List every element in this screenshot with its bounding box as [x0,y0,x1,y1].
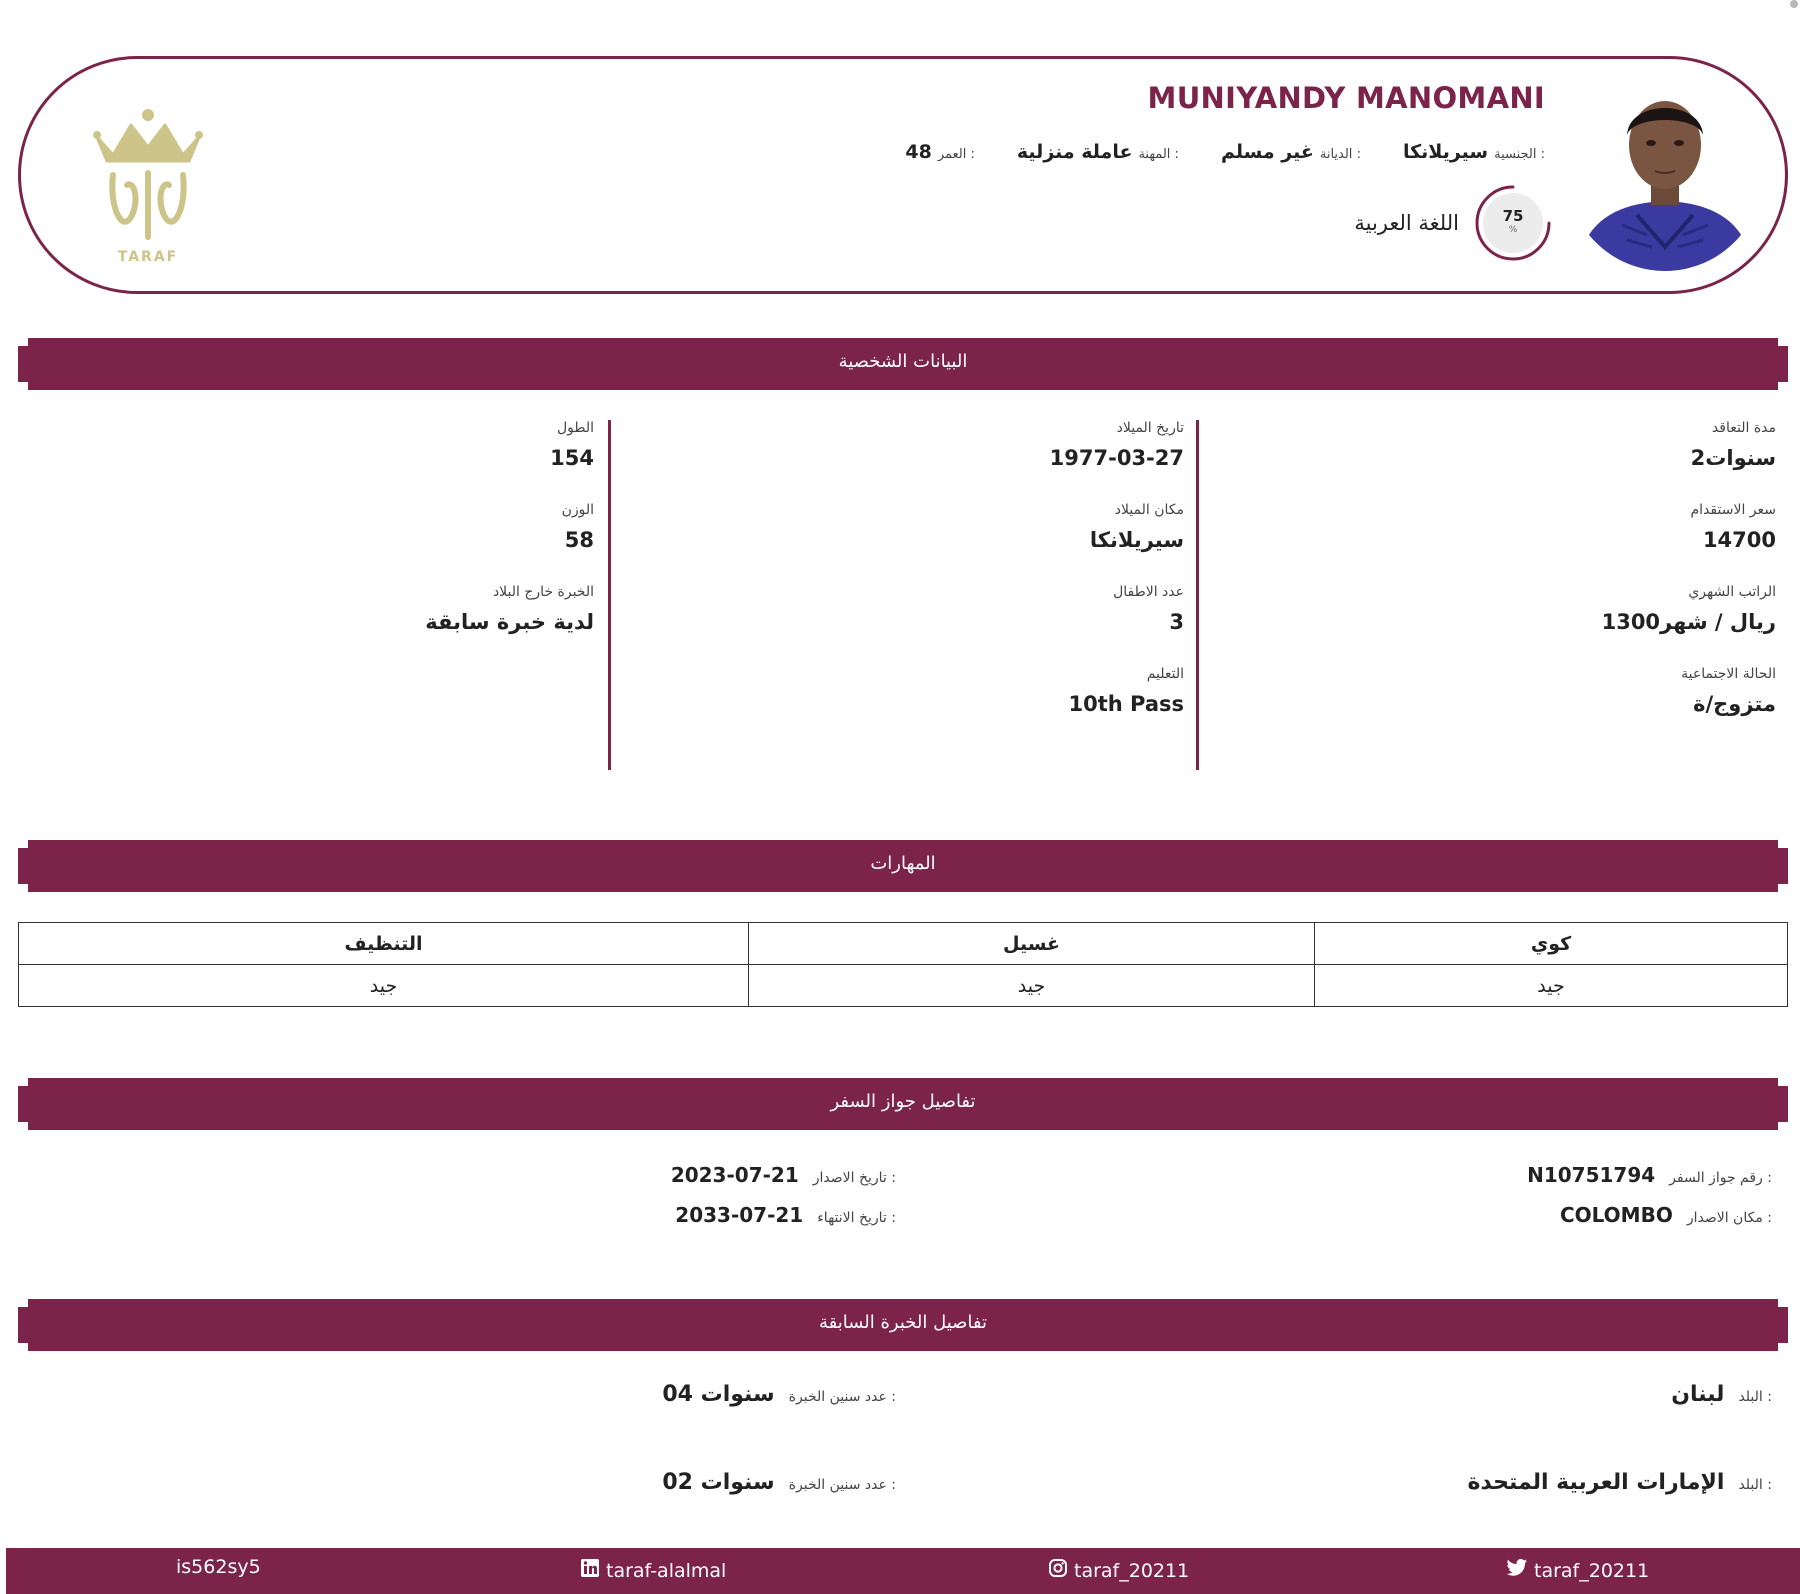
section-bar-passport [18,1078,1788,1130]
years-label: عدد سنين الخبرة : [788,1477,896,1493]
age-label: العمر : [937,147,975,162]
issue-date-value: 2023-07-21 [670,1163,799,1187]
arabic-language-label: اللغة العربية [1354,211,1459,235]
field-label: الراتب الشهري [1688,584,1776,600]
nationality-label: الجنسية : [1494,147,1545,162]
skills-table [18,922,1788,1007]
experience-years-2 [662,1470,896,1495]
years-label: عدد سنين الخبرة : [788,1389,896,1405]
footer-code [176,1556,261,1578]
country-value: لبنان [1671,1382,1725,1407]
footer-code-text: is562sy5 [176,1556,261,1578]
religion-item [1221,141,1361,163]
skill-level-washing: جيد [749,965,1315,1007]
field-value: 1300ريال / شهر [1601,610,1776,634]
contract-duration-field [1202,420,1776,480]
expiry-date-label: تاريخ الانتهاء : [817,1210,896,1226]
religion-value: غير مسلم [1220,141,1314,163]
profession-value: عاملة منزلية [1016,141,1133,163]
profile-info-row [863,141,1545,163]
field-label: مكان الميلاد [1114,502,1184,518]
skill-cleaning: التنظيف [19,923,749,965]
linkedin-handle: taraf-alalmal [606,1559,727,1582]
skill-level-cleaning: جيد [19,965,749,1007]
issue-place-label: مكان الاصدار : [1686,1210,1772,1226]
field-value: متزوج/ة [1693,692,1776,716]
field-value: 10th Pass [1068,692,1184,716]
twitter-handle: taraf_20211 [1534,1559,1650,1582]
section-bar-personal [18,338,1788,390]
section-title-passport: تفاصيل جواز السفر [830,1091,976,1112]
experience-country-2 [1467,1470,1772,1495]
country-value: الإمارات العربية المتحدة [1467,1470,1725,1495]
skills-level-row [19,965,1788,1007]
profile-header-card [18,56,1788,294]
field-label: تاريخ الميلاد [1116,420,1184,436]
column-divider [608,420,611,770]
age-value: 48 [905,141,932,163]
passport-number-value: N10751794 [1527,1163,1656,1187]
section-bar-experience [18,1299,1788,1351]
field-label: التعليم [1146,666,1184,682]
section-title-experience: تفاصيل الخبرة السابقة [818,1312,988,1333]
field-label: مدة التعاقد [1711,420,1776,436]
field-label: عدد الاطفال [1113,584,1184,600]
experience-country-1 [1671,1382,1772,1407]
section-title-skills: المهارات [870,853,936,874]
field-label: الحالة الاجتماعية [1681,666,1776,682]
country-label: البلد : [1738,1389,1772,1405]
education-field [618,666,1184,726]
nationality-value: سيريلانكا [1402,141,1489,163]
field-value: سيريلانكا [1089,528,1184,552]
personal-data [18,420,1788,770]
field-value: 154 [550,446,594,470]
profession-item [1017,141,1179,163]
passport-number-label: رقم جواز السفر : [1669,1170,1772,1186]
issue-place-value: COLOMBO [1559,1203,1673,1227]
profession-label: المهنة : [1138,147,1179,162]
birth-date-field [618,420,1184,480]
logo-text: TARAF [117,249,179,265]
marital-status-field [1202,666,1776,726]
religion-label: الديانة : [1319,147,1361,162]
twitter-icon [1506,1558,1534,1583]
age-item [905,141,975,163]
profile-photo [1567,75,1763,271]
footer-instagram-link[interactable] [1048,1558,1189,1583]
experience-abroad-field [38,584,594,644]
footer-linkedin-link[interactable] [580,1558,726,1583]
children-count-field [618,584,1184,644]
nationality-item [1403,141,1545,163]
personal-col-physical [38,420,594,770]
arabic-percent: 75 [1502,207,1524,225]
taraf-logo [83,95,213,265]
section-bar-skills [18,840,1788,892]
recruitment-price-field [1202,502,1776,562]
corner-dot [1790,0,1798,8]
skills-header-row [19,923,1788,965]
footer-twitter-link[interactable] [1506,1558,1649,1583]
worker-name: MUNIYANDY MANOMANI [1147,81,1545,115]
personal-col-birth [618,420,1184,770]
footer [6,1548,1800,1594]
arabic-progress-ring [1473,183,1553,263]
instagram-handle: taraf_20211 [1074,1559,1190,1582]
instagram-icon [1048,1558,1074,1583]
skill-washing: غسيل [749,923,1315,965]
field-label: الخبرة خارج البلاد [492,584,594,600]
field-label: سعر الاستقدام [1690,502,1776,518]
personal-col-contract [1202,420,1776,770]
passport-issue-date [671,1163,896,1187]
birth-place-field [618,502,1184,562]
field-value: 3 [1169,610,1184,634]
field-label: الطول [556,420,594,436]
years-value: 04 سنوات [662,1382,775,1407]
field-value: لدية خبرة سابقة [425,610,594,634]
field-value: 14700 [1702,528,1776,552]
weight-field [38,502,594,562]
skill-level-ironing: جيد [1315,965,1788,1007]
field-label: الوزن [561,502,594,518]
column-divider [1196,420,1199,770]
years-value: 02 سنوات [662,1470,775,1495]
field-value: 2سنوات [1690,446,1776,470]
field-value: 58 [564,528,594,552]
monthly-salary-field [1202,584,1776,644]
skill-ironing: كوي [1315,923,1788,965]
country-label: البلد : [1738,1477,1772,1493]
experience-years-1 [662,1382,896,1407]
linkedin-icon [580,1558,606,1583]
height-field [38,420,594,480]
issue-date-label: تاريخ الاصدار : [812,1170,896,1186]
expiry-date-value: 2033-07-21 [675,1203,804,1227]
passport-expiry-date [675,1203,896,1227]
field-value: 1977-03-27 [1049,446,1184,470]
percent-sign: % [1508,225,1518,235]
passport-issue-place [1560,1203,1772,1227]
passport-number [1527,1163,1772,1187]
arabic-language-meter [1354,183,1553,263]
section-title-personal: البيانات الشخصية [838,351,968,372]
